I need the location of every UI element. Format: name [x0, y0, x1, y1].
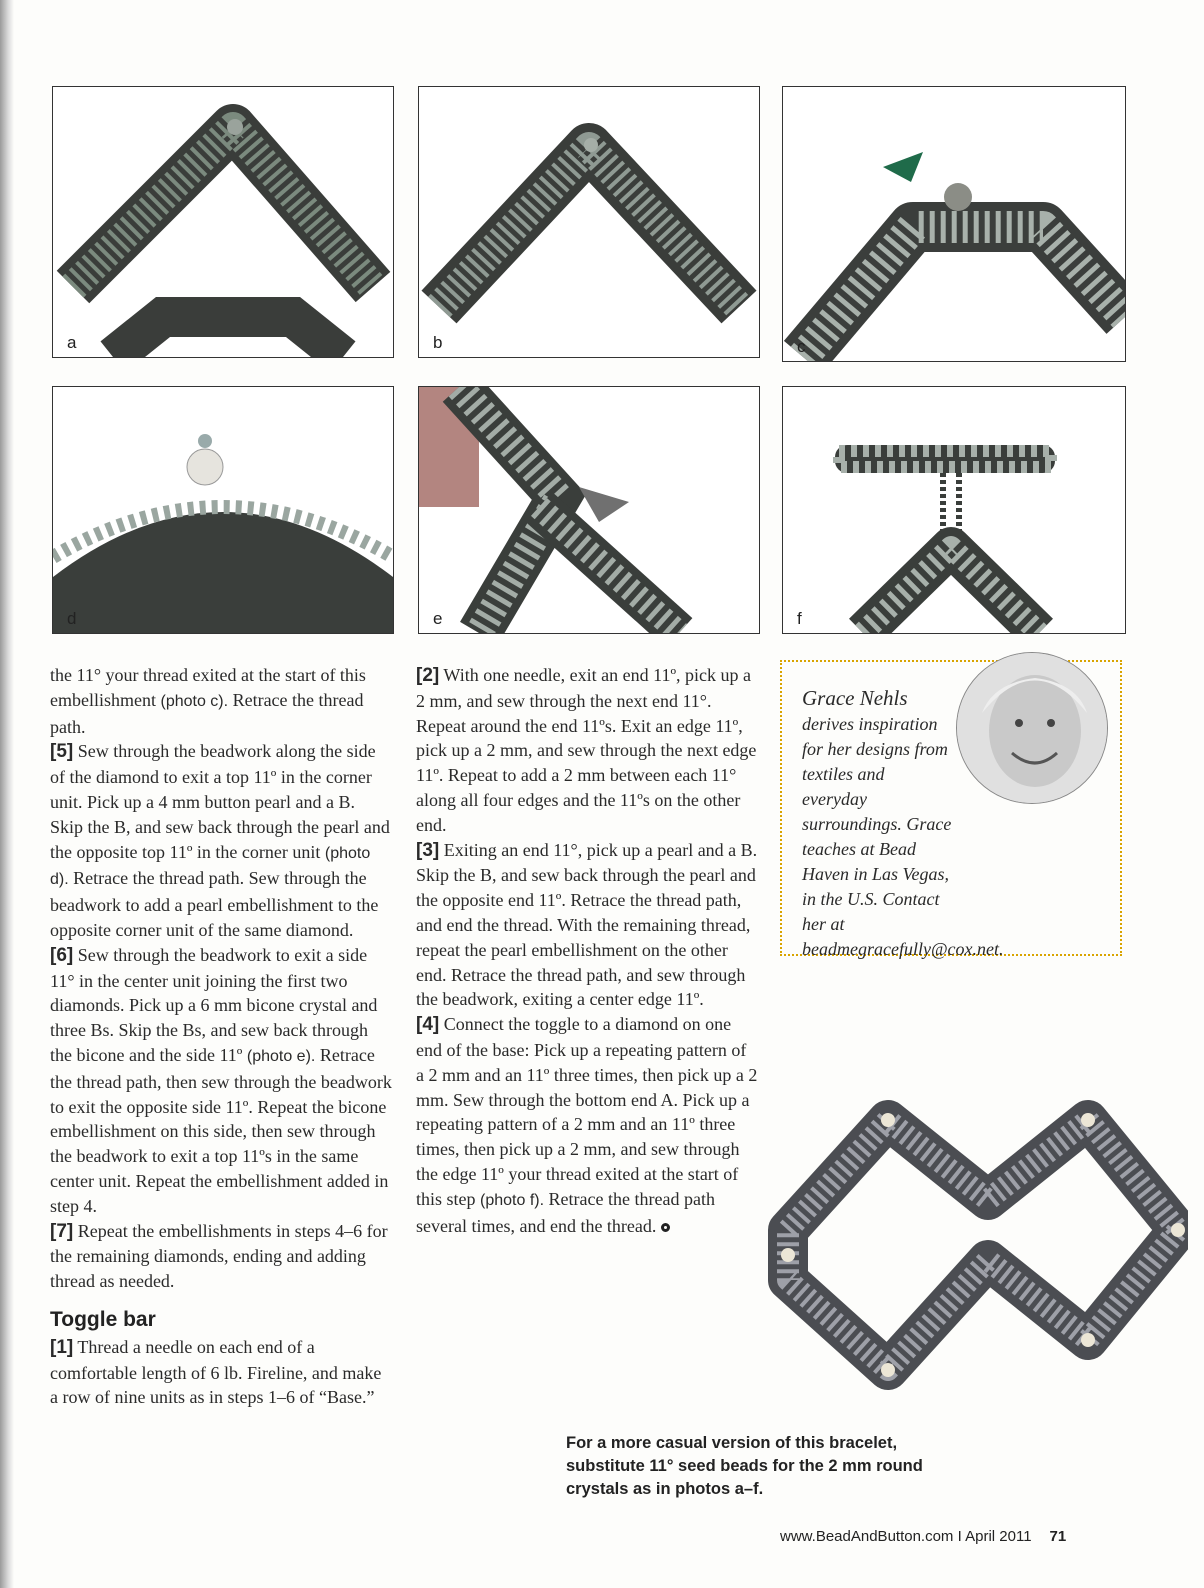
step-text: Sew through the beadwork to exit a side 11° in the center unit joining the first two diamonds. Pick up a 6 mm bicone crystal and three Bs. Skip the Bs, and sew back through the bicone and the side 11º: [50, 944, 378, 1065]
page-footer: [780, 1528, 1066, 1545]
paragraph-continued: [50, 663, 392, 739]
photo-label: f: [797, 609, 802, 628]
photo-label: a: [67, 333, 77, 352]
photo-c-bicone-embellishment: [783, 87, 1125, 361]
paragraph-text: the 11° your thread exited at the start of this embellishment: [50, 665, 366, 710]
step-number: [6]: [50, 944, 74, 966]
step-text: Thread a needle on each end of a comfortable length of 6 lb. Fireline, and make a row of nine units as in steps 1–6 of “Base.”: [50, 1336, 382, 1408]
photo-reference: (photo f).: [480, 1191, 545, 1209]
step-number: [3]: [416, 839, 440, 861]
end-of-article-icon: [661, 1223, 670, 1232]
photo-b-beaded-diamond: [419, 87, 759, 357]
bracelet-image: [748, 1080, 1188, 1420]
paragraph-text: Retrace the thread path.: [50, 689, 364, 737]
designer-bio-box: [780, 660, 1122, 959]
step-number: [4]: [416, 1014, 440, 1036]
photo-label: c: [797, 337, 806, 356]
step-text: Exiting an end 11°, pick up a pearl and a B. Skip the B, and sew back through the pearl and the opposite end 11º. Retrace the thread path, and end the thread. With the remaining thread, repeat the pearl embellishment on the other end. Retrace the thread path, and sew through the beadwork, exiting a center edge 11º.: [416, 839, 758, 1010]
photo-reference: (photo c).: [160, 692, 229, 710]
column-left: [50, 663, 392, 1410]
step-number: [2]: [416, 665, 440, 686]
photo-a-beaded-diamond: [53, 87, 393, 357]
photo-d-pearl-embellishment: [53, 387, 393, 633]
photo-f-toggle-bar: [783, 387, 1125, 633]
bracelet-photo: [748, 1080, 1188, 1420]
bracelet-caption: For a more casual version of this bracelet, substitute 11° seed beads for the 2 mm round crystals as in photos a–f.: [566, 1434, 923, 1498]
step-text: Retrace the thread path, then sew through the beadwork to exit the opposite side 11º. Repeat the bicone embellishment on this side, then sew through the beadwork to exit a top 11ºs in the same center unit. Repeat the embellishment added in step 4.: [50, 1044, 392, 1216]
step-number: [1]: [50, 1336, 74, 1358]
photo-e-side-bicones: [419, 387, 759, 633]
photo-label: b: [433, 333, 443, 352]
step-text: Connect the toggle to a diamond on one end of the base: Pick up a repeating pattern of a 2 mm and an 11º three times, then pick up a 2 mm. Sew through the bottom end A. Pick up a repeating pattern of a 2 mm and an 11º three times, then pick up a 2 mm, and sew through the edge 11º your thread exited at the start of this step: [416, 1014, 758, 1209]
photo-label: d: [67, 609, 77, 628]
step-text: Retrace the thread path several times, and end the thread.: [416, 1188, 715, 1236]
step-text: Repeat the embellishments in steps 4–6 for the remaining diamonds, ending and adding thread as needed.: [50, 1220, 388, 1292]
toggle-step-2: [416, 663, 758, 838]
page-gutter-shadow: [0, 0, 14, 1588]
photo-a: [52, 86, 394, 358]
step-6: [50, 943, 392, 1219]
step-text: Sew through the beadwork along the side of the diamond to exit a top 11º in the corner unit. Pick up a 4 mm button pearl and a B. Skip the B, and sew back through the pearl and the opposite top 11º in the corner unit: [50, 741, 390, 862]
section-heading-toggle-bar: Toggle bar: [50, 1307, 156, 1331]
step-number: [7]: [50, 1220, 74, 1242]
toggle-step-3: [416, 838, 758, 1013]
toggle-step-1: [50, 1335, 392, 1410]
step-number: [5]: [50, 741, 74, 763]
column-middle: [416, 663, 758, 1238]
bio-text: [802, 686, 1102, 962]
photo-f: [782, 386, 1126, 634]
step-5: [50, 739, 392, 942]
step-7: [50, 1219, 392, 1294]
photo-c: [782, 86, 1126, 362]
step-text: With one needle, exit an end 11º, pick up a 2 mm, and sew through the next end 11°. Repeat around the end 11ºs. Exit an edge 11º, pick up a 2 mm, and sew through the next edge 11º. Repeat to add a 2 mm between each 11° along all four edges and the 11ºs on the other end.: [416, 665, 757, 835]
bio-description: derives inspiration for her designs from textiles and everyday surroundings. Grace teaches at Bead Haven in Las Vegas, in the U.S. Contact her at beadmegracefully@cox.net.: [802, 714, 1004, 959]
toggle-step-4: [416, 1012, 758, 1238]
photo-reference: (photo d).: [50, 844, 371, 889]
photo-label: e: [433, 609, 443, 628]
step-text: Retrace the thread path. Sew through the beadwork to add a pearl embellishment to the opposite corner unit of the same diamond.: [50, 868, 379, 940]
page-number: 71: [1049, 1528, 1067, 1545]
photo-b: [418, 86, 760, 358]
photo-reference: (photo e).: [246, 1047, 316, 1065]
photo-d: [52, 386, 394, 634]
footer-site-date: www.BeadAndButton.com I April 2011: [780, 1528, 1032, 1545]
designer-name: Grace Nehls: [802, 686, 908, 710]
photo-e: [418, 386, 760, 634]
